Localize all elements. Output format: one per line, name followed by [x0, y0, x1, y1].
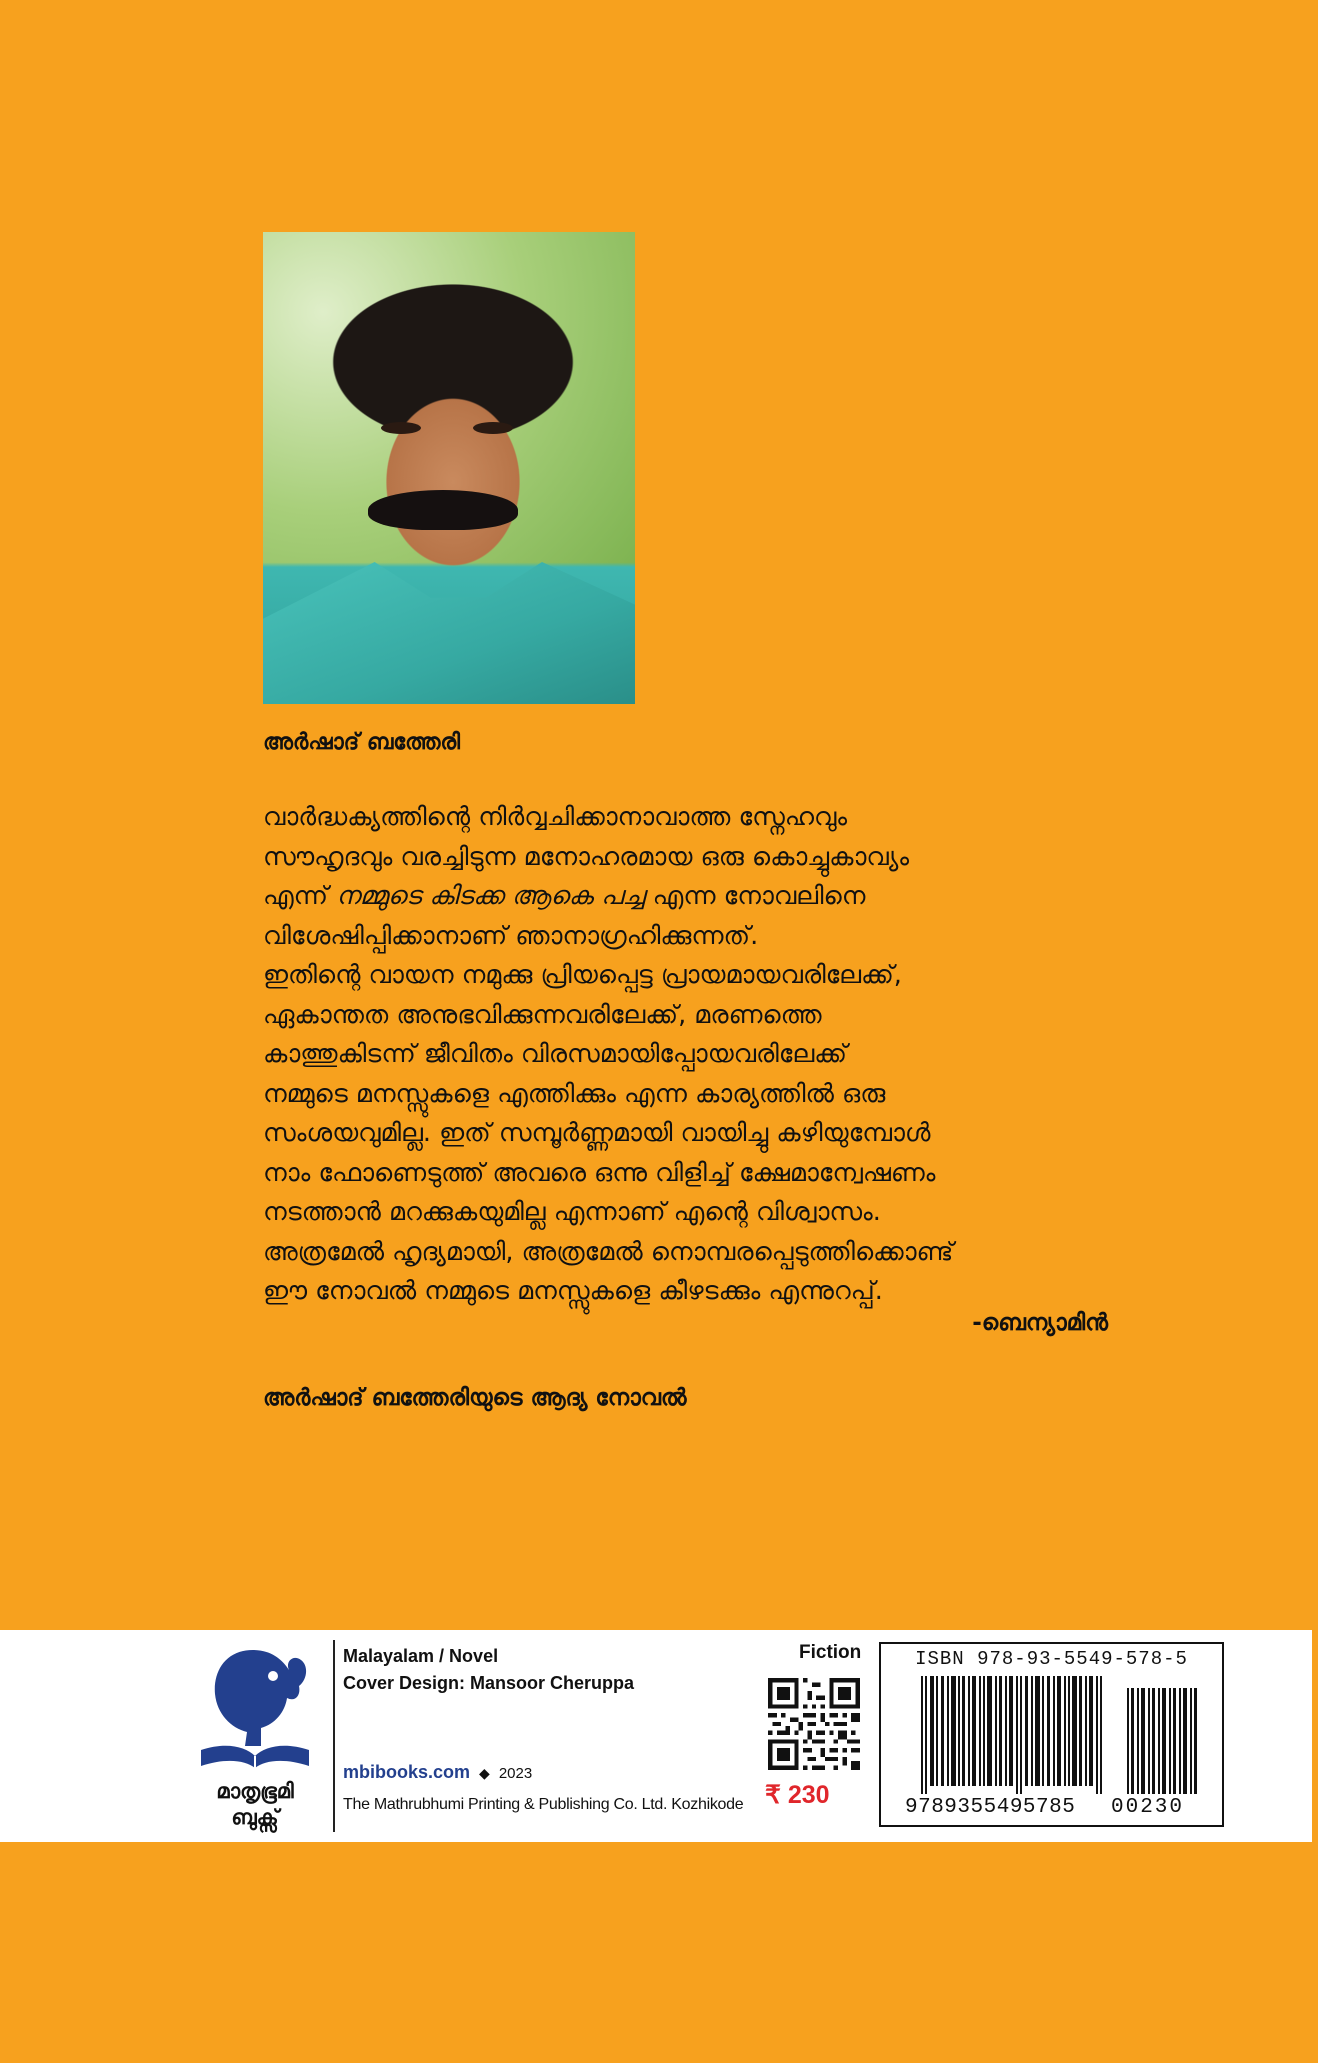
blurb-line: ഏകാന്തത അനുഭവിക്കുന്നവരിലേക്ക്, മരണത്തെ: [263, 999, 822, 1030]
author-photo-eye-right: [473, 422, 513, 434]
blurb-text: എന്ന്: [263, 881, 337, 911]
cover-design-credit: Cover Design: Mansoor Cheruppa: [343, 1673, 635, 1693]
blurb-text: എന്ന നോവലിനെ: [644, 881, 866, 911]
qr-code-icon[interactable]: [768, 1678, 860, 1770]
footer-divider: [333, 1640, 335, 1832]
barcode-box: [879, 1642, 1224, 1827]
website-link[interactable]: mbibooks.com: [343, 1762, 471, 1782]
logo-line: മാതൃഭൂമി: [216, 1779, 294, 1803]
footer-band: [0, 1630, 1312, 1842]
isbn-label: ISBN 978-93-5549-578-5: [915, 1648, 1188, 1670]
blurb-line: [263, 877, 1123, 917]
publisher-name: The Mathrubhumi Printing & Publishing Co. Ltd. Kozhikode: [343, 1796, 744, 1813]
blurb-line: അത്രമേൽ ഹൃദ്യമായി, അത്രമേൽ നൊമ്പരപ്പെടുത്തിക്കൊണ്ട്: [263, 1236, 954, 1267]
barcode-icon: [921, 1676, 1211, 1794]
book-title: നമ്മുടെ കിടക്ക ആകെ പച്ച: [336, 881, 645, 911]
book-meta: [343, 1643, 634, 1697]
elephant-book-icon: [195, 1642, 315, 1772]
publisher-logo-text: [195, 1778, 315, 1830]
author-photo-eye-left: [381, 422, 421, 434]
blurb-line: സംശയവുമില്ല. ഇത് സമ്പൂർണ്ണമായി വായിച്ചു കഴിയുമ്പോൾ: [263, 1118, 931, 1148]
author-photo-shirt: [263, 562, 635, 704]
genre-label: Fiction: [799, 1642, 862, 1663]
blurb-line: നടത്താൻ മറക്കുകയുമില്ല എന്നാണ് എന്റെ വിശ്വാസം.: [263, 1197, 881, 1227]
blurb-line: കാത്തുകിടന്ന് ജീവിതം വിരസമായിപ്പോയവരിലേക്ക്: [263, 1039, 847, 1069]
category: Malayalam / Novel: [343, 1646, 499, 1666]
blurb-line: നാം ഫോണെടുത്ത് അവരെ ഒന്നു വിളിച്ച് ക്ഷേമാന്വേഷണം: [263, 1157, 936, 1188]
blurb-line: സൗഹൃദവും വരച്ചിടുന്ന മനോഹരമായ ഒരു കൊച്ചുകാവ്യം: [263, 841, 910, 872]
blurb-line: വാർദ്ധക്യത്തിന്റെ നിർവ്വചിക്കാനാവാത്ത സ്നേഹവും: [263, 802, 848, 832]
barcode-addon-digits: 00230: [1111, 1796, 1185, 1819]
blurb-line: നമ്മുടെ മനസ്സുകളെ എത്തിക്കും എന്ന കാര്യത്തിൽ ഒരു: [263, 1078, 886, 1109]
price: ₹ 230: [765, 1781, 830, 1809]
blurb-line: ഇതിന്റെ വായന നമുക്കു പ്രിയപ്പെട്ട പ്രായമായവരിലേക്ക്,: [263, 960, 902, 990]
blurb-signature: -ബെന്യാമിൻ: [972, 1310, 1108, 1336]
author-photo-mustache: [368, 490, 518, 530]
diamond-separator: ◆: [479, 1765, 490, 1781]
debut-tagline: അർഷാദ് ബത്തേരിയുടെ ആദ്യ നോവൽ: [263, 1385, 687, 1411]
author-photo: [263, 232, 635, 704]
blurb: [263, 798, 1123, 1312]
publication-year: 2023: [498, 1765, 533, 1782]
blurb-line: ഈ നോവൽ നമ്മുടെ മനസ്സുകളെ കീഴടക്കും എന്നുറപ്പ്.: [263, 1276, 883, 1306]
logo-line: ബുക്സ്: [231, 1805, 279, 1829]
publisher-site: [343, 1762, 532, 1783]
author-name: അർഷാദ് ബത്തേരി: [263, 730, 461, 755]
blurb-line: വിശേഷിപ്പിക്കാനാണ് ഞാനാഗ്രഹിക്കുന്നത്.: [263, 920, 759, 951]
publisher-logo: [195, 1642, 315, 1832]
barcode-digits: 9789355495785: [905, 1796, 1076, 1819]
